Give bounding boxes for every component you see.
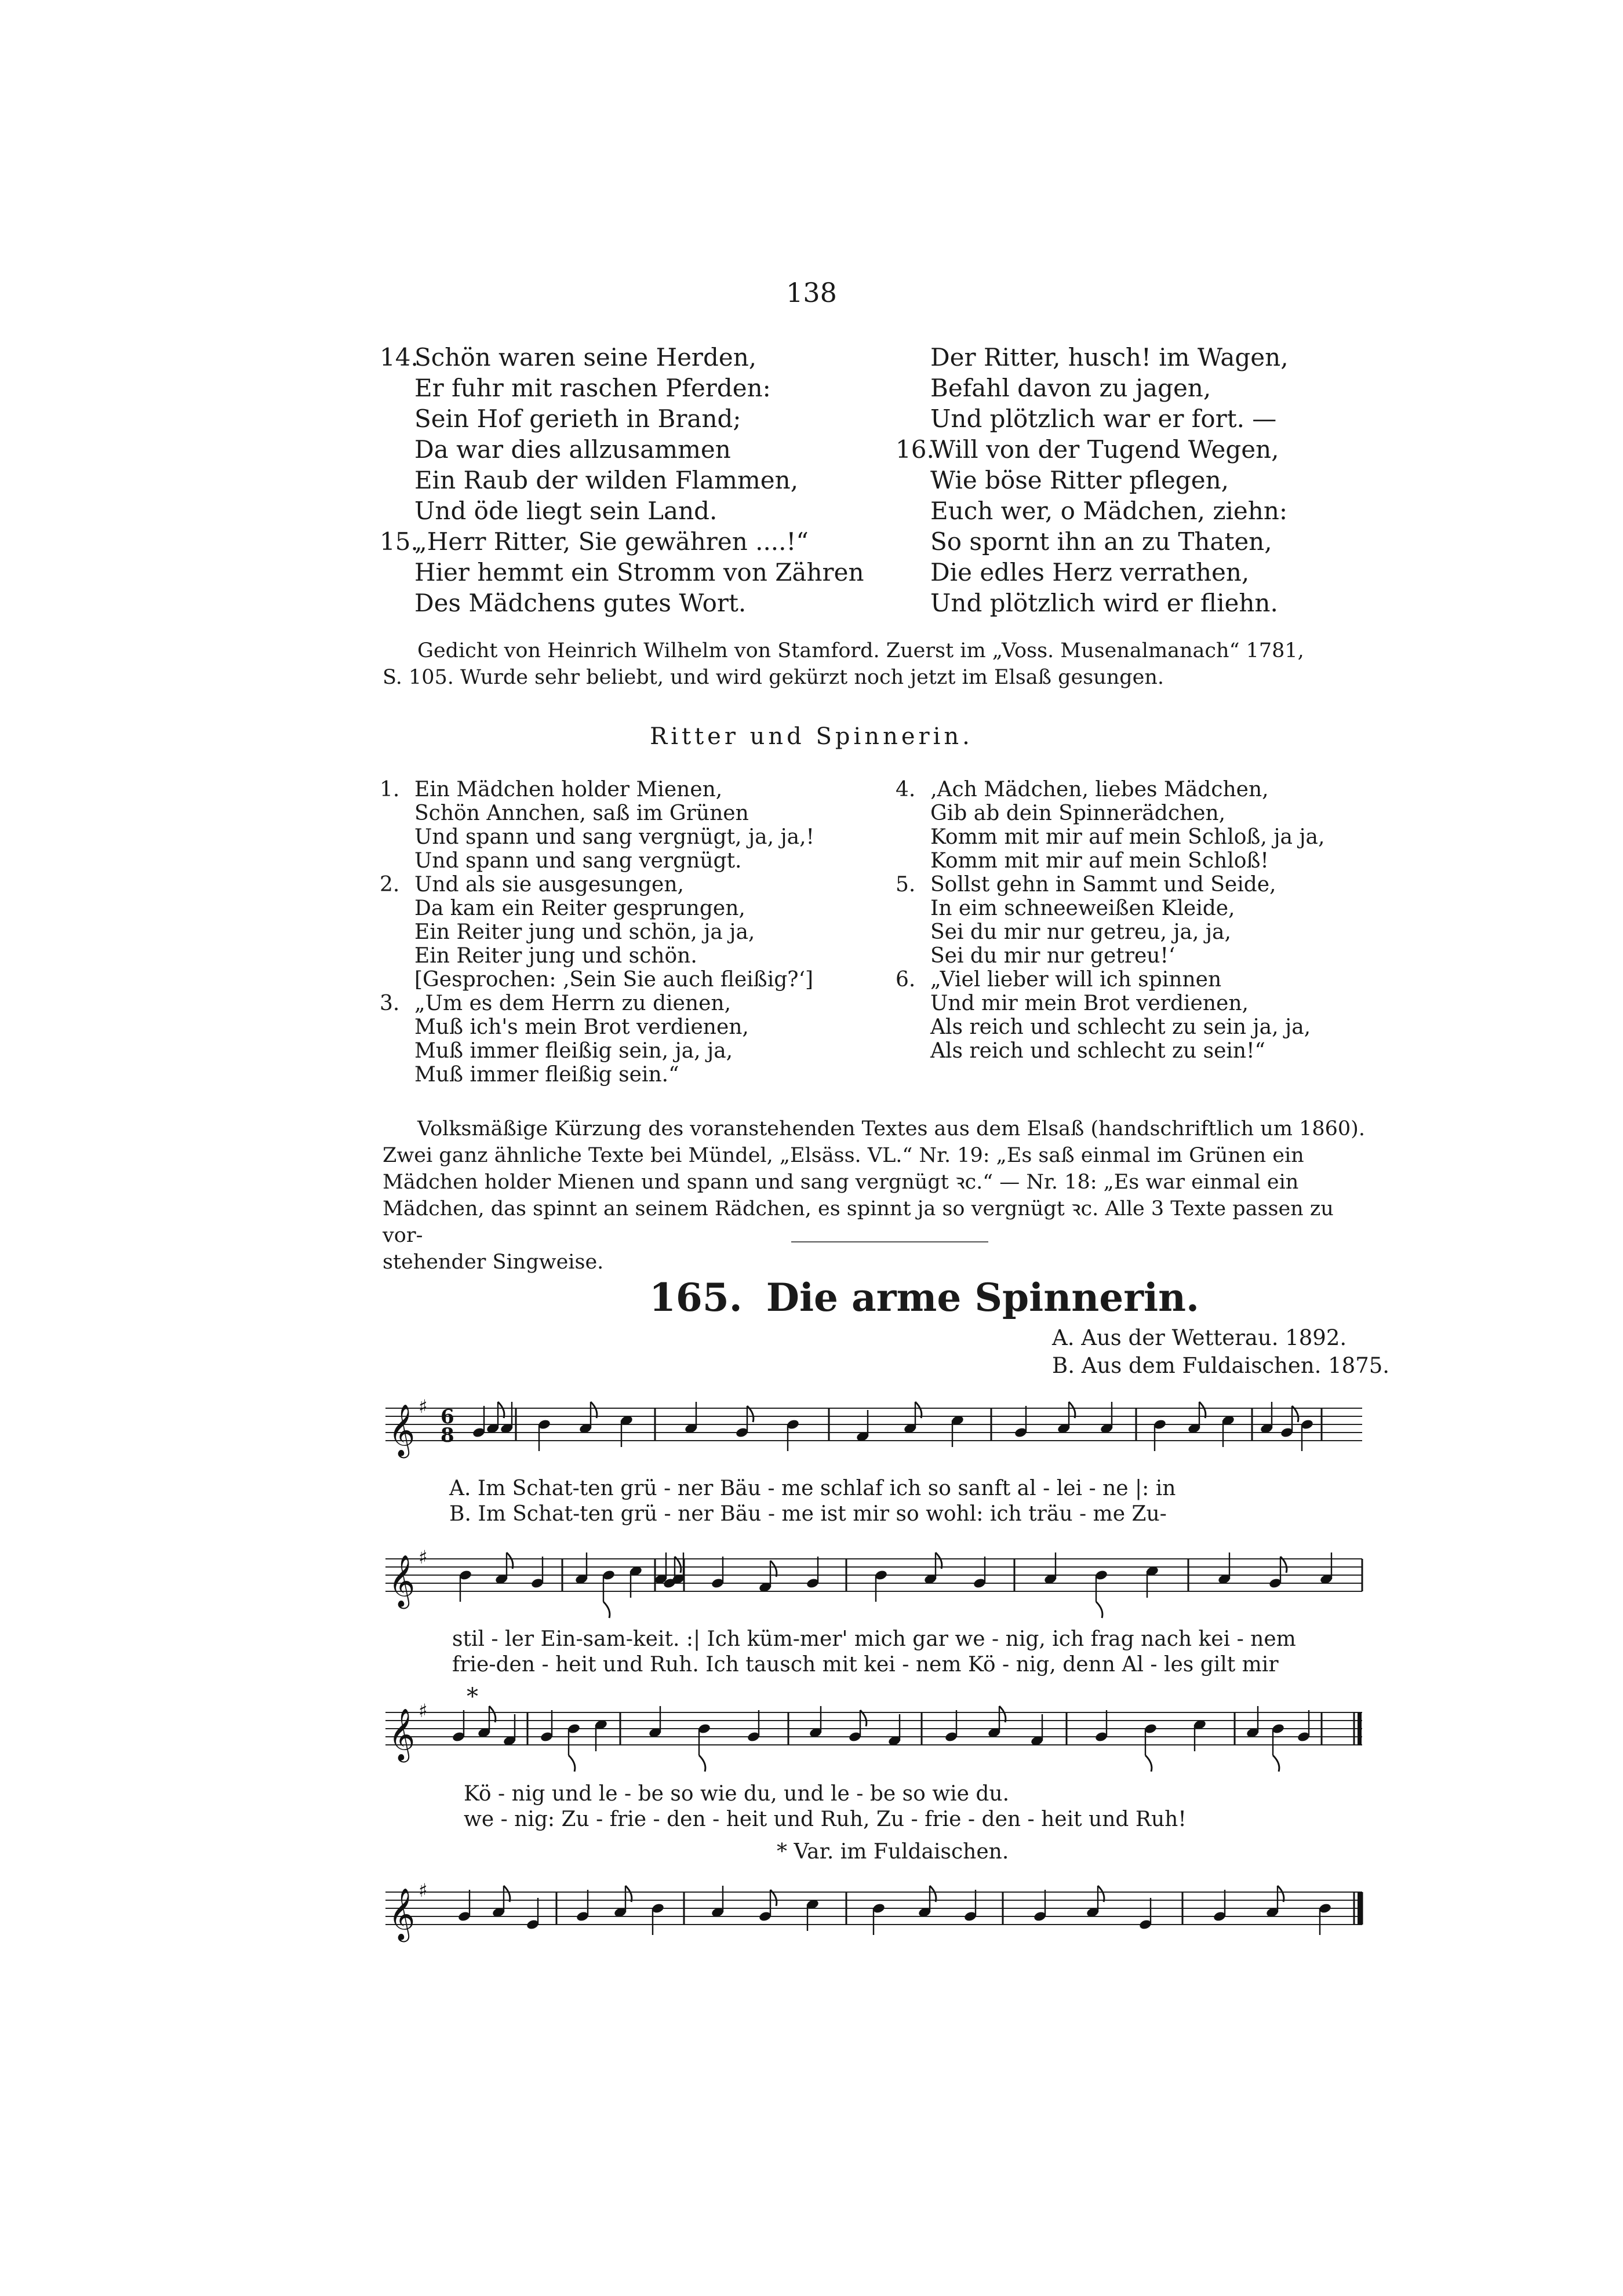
verse-line	[380, 588, 864, 618]
sharp-icon: ♯	[419, 1546, 428, 1568]
verse-line	[896, 526, 1289, 557]
section-heading: Ritter und Spinnerin.	[650, 723, 973, 750]
note-flag	[770, 1561, 777, 1577]
verse-line	[896, 825, 1324, 849]
verse-text: Komm mit mir auf mein Schloß!	[930, 849, 1269, 873]
note-flag	[915, 1402, 922, 1418]
verse-line	[380, 992, 814, 1015]
note-flag	[930, 1886, 936, 1902]
sharp-icon: ♯	[419, 1879, 428, 1901]
verse-line	[380, 434, 864, 465]
verse-line	[380, 801, 814, 825]
verse-line	[380, 825, 814, 849]
verse-text: Er fuhr mit raschen Pferden:	[414, 374, 771, 402]
stanza-number: 2.	[380, 873, 400, 896]
verse-line	[380, 557, 864, 588]
verse-text: Sei du mir nur getreu!‘	[930, 944, 1176, 968]
verse-text: Und als sie ausgesungen,	[414, 873, 684, 896]
verse-text: Hier hemmt ein Stromm von Zähren	[414, 558, 864, 586]
verse-text: Da kam ein Reiter gesprungen,	[414, 896, 745, 920]
verse-line	[896, 1039, 1324, 1063]
note-flag	[591, 1402, 597, 1418]
verse-line	[380, 896, 814, 920]
variant-note: * Var. im Fuldaischen.	[777, 1840, 1009, 1864]
music-staff-1	[383, 1391, 1368, 1472]
note-flag	[504, 1886, 510, 1902]
note-flag	[507, 1552, 513, 1569]
note-flag	[936, 1552, 942, 1569]
stanza-number: 15.	[380, 527, 419, 556]
verse-text: Gib ab dein Spinnerädchen,	[930, 801, 1226, 825]
poem-top-right	[896, 342, 1289, 618]
song-sources	[1052, 1324, 1389, 1380]
variant-asterisk: *	[467, 1683, 478, 1710]
poem-mid-left	[380, 778, 814, 1087]
verse-text: So spornt ihn an zu Thaten,	[930, 527, 1272, 556]
verse-line	[380, 373, 864, 403]
lyrics-line-1b: B. Im Schat-ten grü - ner Bäu - me ist mir so wohl: ich träu - me Zu-	[449, 1502, 1167, 1526]
lyrics-line-2b: frie-den - heit und Ruh. Ich tausch mit kei - nem Kö - nig, denn Al - les gilt mir	[452, 1653, 1279, 1677]
verse-line	[896, 1015, 1324, 1039]
verse-line	[380, 944, 814, 968]
verse-text: Sein Hof gerieth in Brand;	[414, 404, 741, 433]
lyrics-line-1a: A. Im Schat-ten grü - ner Bäu - me schlaf ich so sanft al - lei - ne |: in	[449, 1477, 1176, 1500]
stanza-number: 6.	[896, 968, 916, 992]
song-title	[649, 1275, 1199, 1320]
verse-line	[896, 373, 1289, 403]
note-line: S. 105. Wurde sehr beliebt, und wird gekürzt noch jetzt im Elsaß gesungen.	[383, 666, 1165, 689]
final-bar	[1358, 1892, 1362, 1925]
treble-clef-icon: 𝄞	[388, 1555, 416, 1607]
verse-line	[380, 1063, 814, 1087]
verse-text: Und plötzlich war er fort. —	[930, 404, 1277, 433]
lyrics-line-3a: Kö - nig und le - be so wie du, und le - be so wie du.	[464, 1782, 1010, 1806]
verse-text: Wie böse Ritter pflegen,	[930, 466, 1229, 494]
verse-text: Da war dies allzusammen	[414, 435, 731, 464]
stanza-number: 5.	[896, 873, 916, 896]
verse-text: Und spann und sang vergnügt.	[414, 849, 742, 873]
verse-text: Des Mädchens gutes Wort.	[414, 589, 747, 617]
source-note-stamford	[383, 637, 1374, 691]
note-flag	[1273, 1755, 1279, 1772]
note-line: Gedicht von Heinrich Wilhelm von Stamford. Zuerst im „Voss. Musenalmanach“ 1781,	[417, 639, 1304, 662]
verse-line	[380, 1015, 814, 1039]
verse-text: ‚Ach Mädchen, liebes Mädchen,	[930, 778, 1269, 801]
verse-line	[380, 403, 864, 434]
verse-line	[380, 1039, 814, 1063]
note-flag	[603, 1602, 610, 1618]
verse-text: [Gesprochen: ‚Sein Sie auch fleißig?‘]	[414, 968, 814, 992]
note-line: stehender Singweise.	[383, 1251, 604, 1274]
verse-line	[380, 465, 864, 495]
verse-text: Und plötzlich wird er fliehn.	[930, 589, 1278, 617]
verse-line	[896, 588, 1289, 618]
verse-text: Und mir mein Brot verdienen,	[930, 992, 1249, 1015]
treble-clef-icon: 𝄞	[388, 1404, 416, 1456]
verse-line	[896, 342, 1289, 373]
verse-line	[380, 495, 864, 526]
verse-line	[380, 873, 814, 896]
note-flag	[569, 1755, 575, 1772]
note-line: Volksmäßige Kürzung des voranstehenden Textes aus dem Elsaß (handschriftlich um 1860).	[417, 1117, 1365, 1140]
source-b: B. Aus dem Fuldaischen. 1875.	[1052, 1353, 1390, 1378]
verse-line	[896, 896, 1324, 920]
verse-text: Schön Annchen, saß im Grünen	[414, 801, 749, 825]
note-flag	[1145, 1755, 1152, 1772]
page-number: 138	[786, 277, 837, 308]
verse-line	[896, 495, 1289, 526]
poem-mid-right	[896, 778, 1324, 1063]
stanza-number: 4.	[896, 778, 916, 801]
lyrics-line-2a: stil - ler Ein-sam-keit. :| Ich küm-mer' mich gar we - nig, ich frag nach kei - nem	[452, 1627, 1296, 1651]
verse-text: Schön waren seine Herden,	[414, 343, 757, 371]
note-flag	[1098, 1886, 1104, 1902]
verse-text: „Um es dem Herrn zu dienen,	[414, 992, 732, 1015]
verse-line	[896, 968, 1324, 992]
verse-text: Sei du mir nur getreu, ja, ja,	[930, 920, 1231, 944]
note-flag	[999, 1706, 1006, 1722]
verse-line	[380, 526, 864, 557]
verse-line	[380, 778, 814, 801]
note-flag	[1096, 1602, 1102, 1618]
note-flag	[1278, 1886, 1284, 1902]
treble-clef-icon: 𝄞	[388, 1708, 416, 1761]
verse-text: Muß immer fleißig sein.“	[414, 1063, 679, 1087]
verse-text: Der Ritter, husch! im Wagen,	[930, 343, 1289, 371]
verse-line	[380, 968, 814, 992]
song-name: Die arme Spinnerin.	[766, 1275, 1200, 1320]
poem-top-left	[380, 342, 864, 618]
song-number: 165.	[649, 1275, 743, 1320]
verse-text: Muß ich's mein Brot verdienen,	[414, 1015, 749, 1039]
verse-text: Ein Raub der wilden Flammen,	[414, 466, 799, 494]
note-flag	[699, 1755, 705, 1772]
verse-line	[896, 557, 1289, 588]
verse-line	[896, 778, 1324, 801]
verse-line	[896, 801, 1324, 825]
verse-line	[896, 849, 1324, 873]
verse-text: Sollst gehn in Sammt und Seide,	[930, 873, 1276, 896]
note-line: Mädchen, das spinnt an seinem Rädchen, es spinnt ja so vergnügt ꝛc. Alle 3 Texte passen zu vor-	[383, 1197, 1334, 1247]
verse-line	[896, 465, 1289, 495]
note-flag	[498, 1402, 504, 1418]
verse-line	[896, 944, 1324, 968]
verse-text: Komm mit mir auf mein Schloß, ja ja,	[930, 825, 1325, 849]
verse-line	[896, 992, 1324, 1015]
verse-text: In eim schneeweißen Kleide,	[930, 896, 1235, 920]
verse-line	[380, 849, 814, 873]
source-note-muendel	[383, 1116, 1380, 1275]
verse-text: „Herr Ritter, Sie gewähren ....!“	[414, 527, 809, 556]
source-a: A. Aus der Wetterau. 1892.	[1052, 1325, 1347, 1350]
verse-text: Ein Mädchen holder Mienen,	[414, 778, 723, 801]
time-signature-bottom: 8	[441, 1424, 454, 1447]
verse-text: Muß immer fleißig sein, ja, ja,	[414, 1039, 733, 1063]
stanza-number: 1.	[380, 778, 400, 801]
verse-line	[380, 342, 864, 373]
sharp-icon: ♯	[419, 1700, 428, 1722]
note-flag	[1069, 1402, 1075, 1418]
verse-text: Und spann und sang vergnügt, ja, ja,!	[414, 825, 814, 849]
verse-text: Ein Reiter jung und schön.	[414, 944, 697, 968]
stanza-number: 16.	[896, 435, 934, 464]
music-staff-2	[383, 1541, 1368, 1623]
verse-text: Als reich und schlecht zu sein!“	[930, 1039, 1265, 1063]
verse-line	[896, 403, 1289, 434]
music-staff-variant	[383, 1875, 1368, 1956]
verse-text: Befahl davon zu jagen,	[930, 374, 1211, 402]
verse-text: Als reich und schlecht zu sein ja, ja,	[930, 1015, 1311, 1039]
verse-text: Euch wer, o Mädchen, ziehn:	[930, 497, 1288, 525]
time-signature-top: 6	[441, 1405, 454, 1428]
note-flag	[1199, 1402, 1206, 1418]
verse-text: Und öde liegt sein Land.	[414, 497, 718, 525]
stanza-number: 3.	[380, 992, 400, 1015]
divider	[791, 1241, 988, 1242]
treble-clef-icon: 𝄞	[388, 1888, 416, 1940]
final-bar	[1358, 1712, 1362, 1745]
note-line: Zwei ganz ähnliche Texte bei Mündel, „Elsäss. VL.“ Nr. 19: „Es saß einmal im Grünen ein	[383, 1144, 1304, 1167]
stanza-number: 14.	[380, 343, 419, 371]
verse-text: Die edles Herz verrathen,	[930, 558, 1250, 586]
note-line: Mädchen holder Mienen und spann und sang vergnügt ꝛc.“ — Nr. 18: „Es war einmal ein	[383, 1171, 1299, 1194]
verse-line	[896, 434, 1289, 465]
verse-line	[896, 873, 1324, 896]
verse-text: Will von der Tugend Wegen,	[930, 435, 1279, 464]
verse-text: „Viel lieber will ich spinnen	[930, 968, 1222, 992]
note-flag	[625, 1886, 632, 1902]
verse-text: Ein Reiter jung und schön, ja ja,	[414, 920, 755, 944]
lyrics-line-3b: we - nig: Zu - frie - den - heit und Ruh, Zu - frie - den - heit und Ruh!	[464, 1807, 1187, 1831]
verse-line	[380, 920, 814, 944]
verse-line	[896, 920, 1324, 944]
sharp-icon: ♯	[419, 1395, 428, 1417]
note-flag	[489, 1706, 496, 1722]
music-staff-3	[383, 1695, 1368, 1776]
